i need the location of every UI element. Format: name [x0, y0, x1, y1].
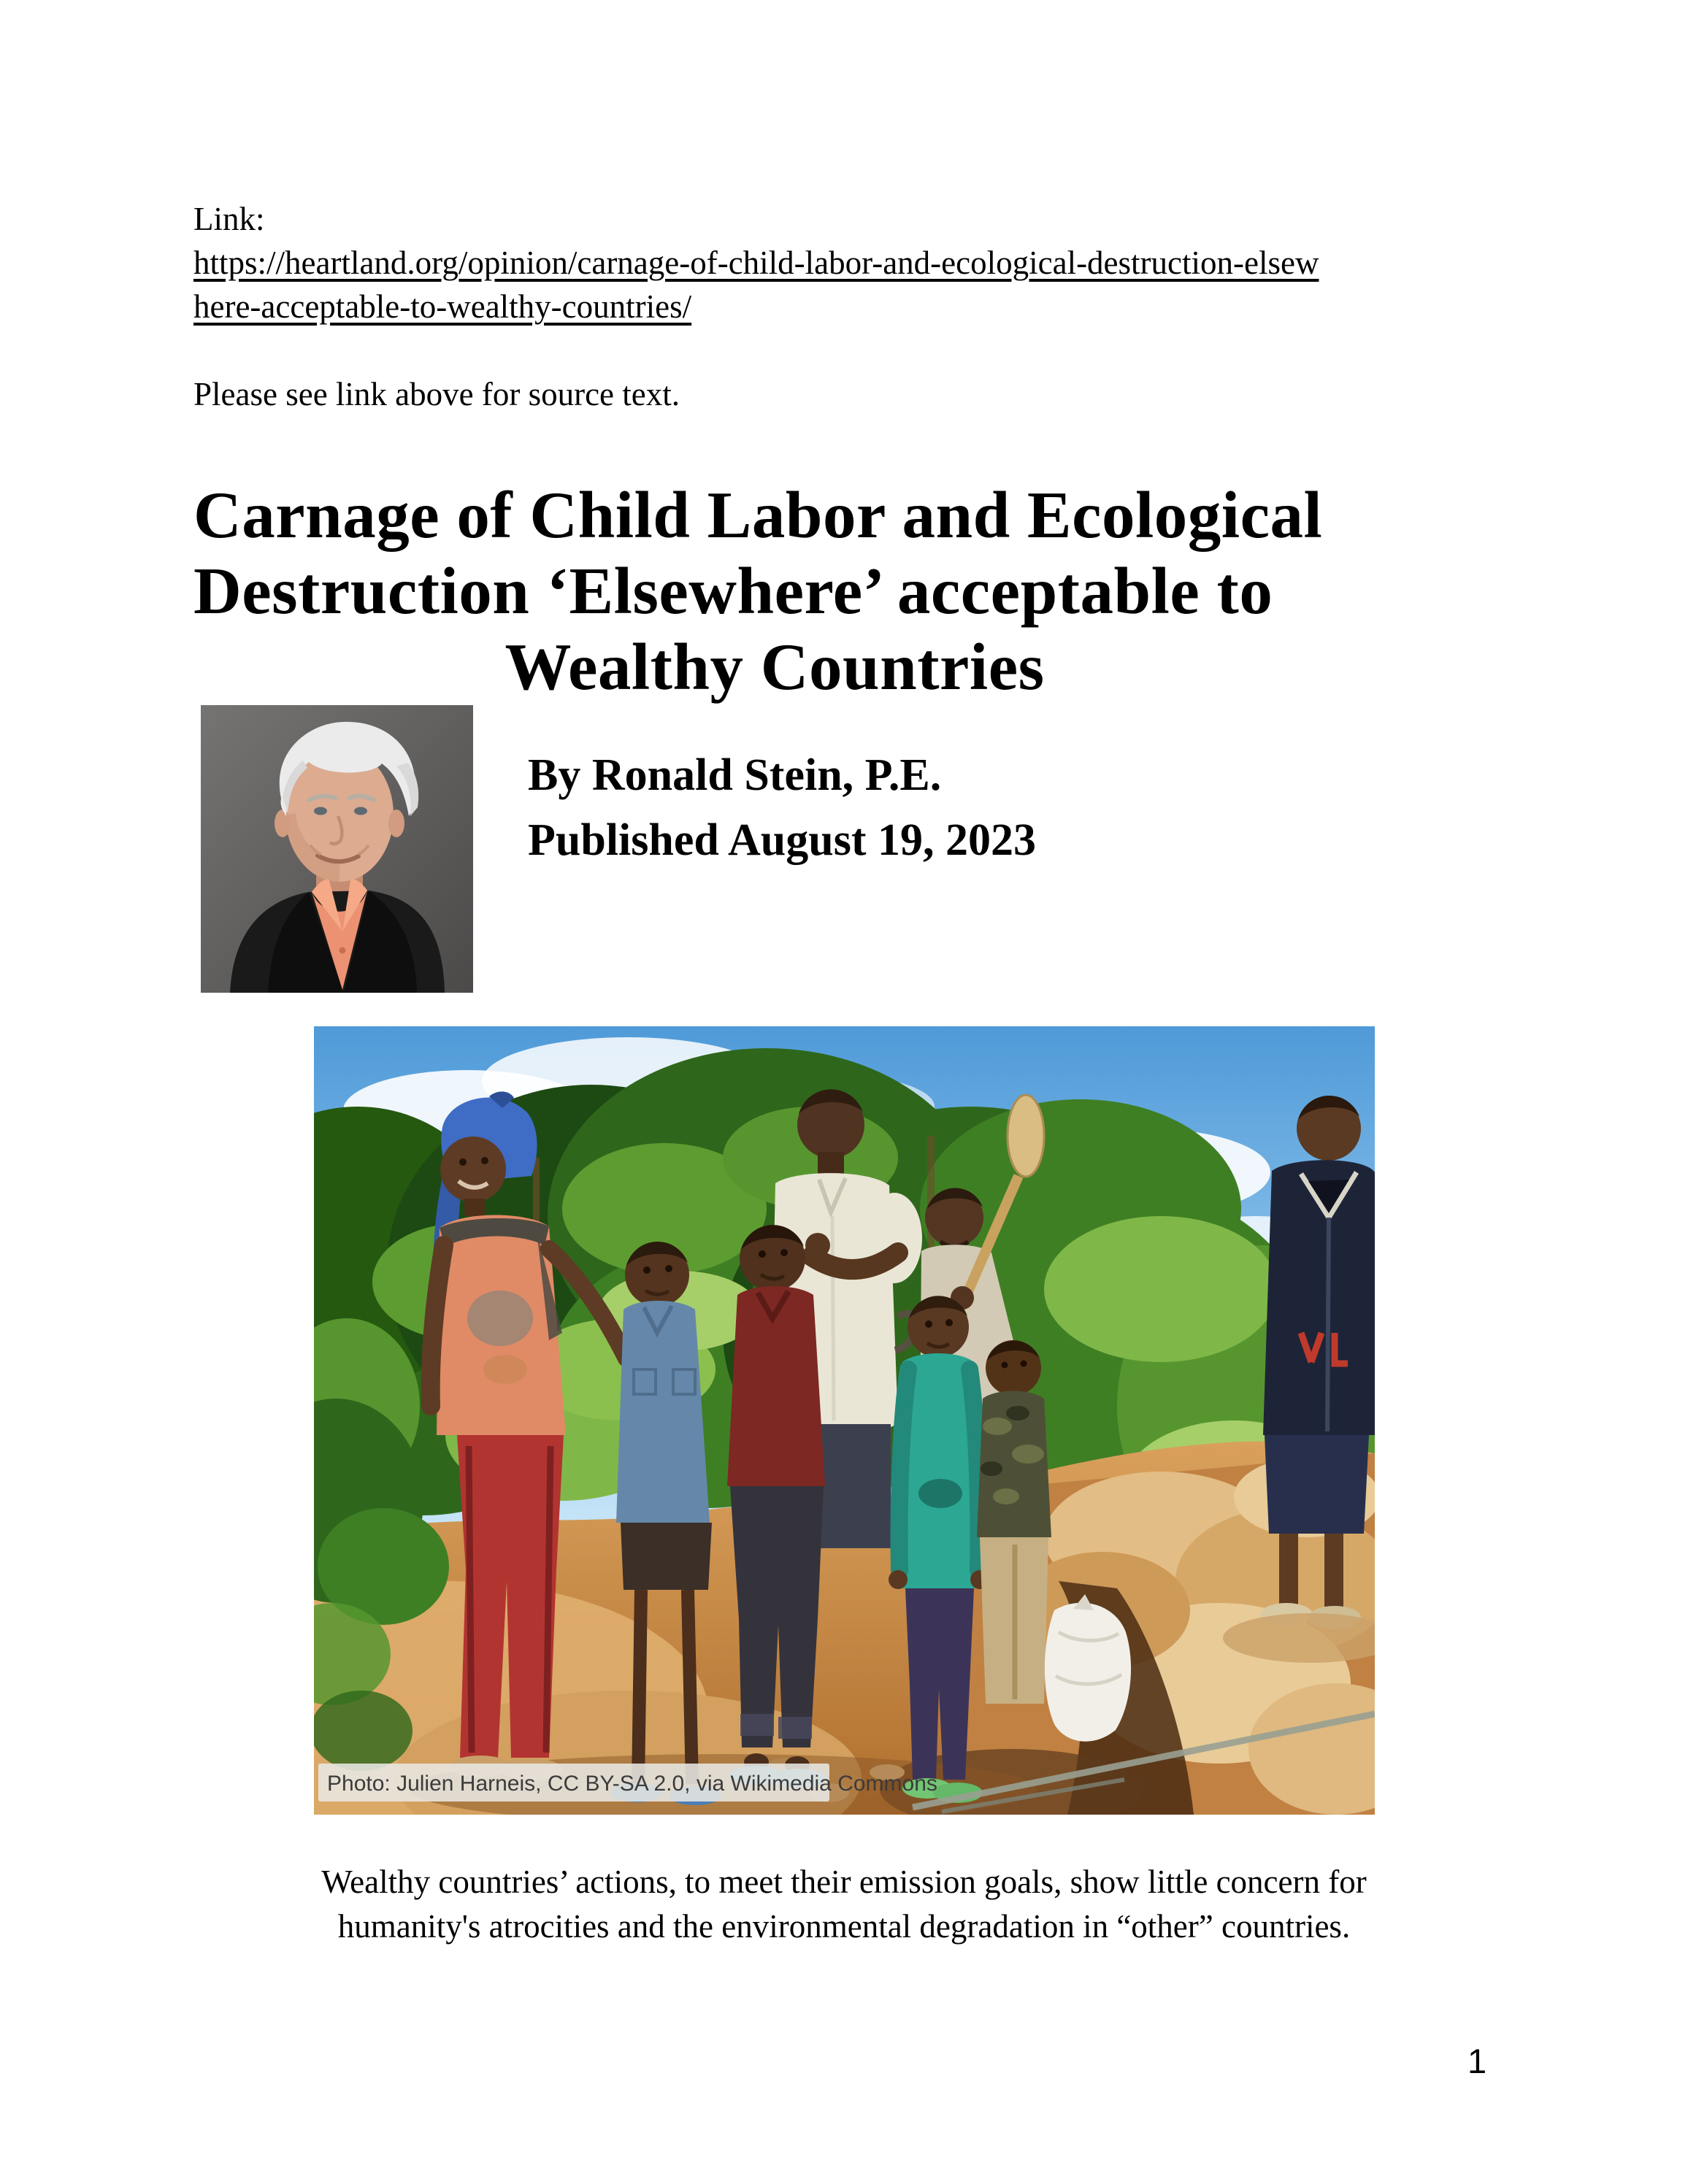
- article-photo: [314, 1026, 1375, 1815]
- author-photo: [201, 705, 473, 993]
- article-link-line-2[interactable]: here-acceptable-to-wealthy-countries/: [193, 288, 692, 325]
- byline-block: [528, 705, 1036, 868]
- source-note: Please see link above for source text.: [193, 376, 680, 412]
- intro-section: [193, 0, 1495, 416]
- article-link[interactable]: [193, 241, 1495, 328]
- mining-photo-illustration: [314, 1026, 1375, 1815]
- photo-caption-line-1: Wealthy countries’ actions, to meet their emission goals, show little concern for: [321, 1864, 1367, 1900]
- blank-line: [193, 328, 1495, 372]
- document-body: [193, 0, 1495, 1949]
- article-title-line-1: Carnage of Child Labor and Ecological: [193, 478, 1323, 552]
- byline-section: [193, 705, 1495, 993]
- photo-credit: Photo: Julien Harneis, CC BY-SA 2.0, via Wikimedia Commons: [326, 1772, 937, 1796]
- link-label: Link:: [193, 201, 265, 237]
- photo-caption-line-2: humanity's atrocities and the environmental degradation in “other” countries.: [337, 1908, 1351, 1945]
- byline: By Ronald Stein, P.E.: [528, 750, 942, 800]
- article-title-line-2: Destruction ‘Elsewhere’ acceptable to: [193, 554, 1273, 628]
- author-photo-illustration: [201, 705, 473, 993]
- photo-caption: [193, 1860, 1495, 1949]
- published-date: Published August 19, 2023: [528, 815, 1036, 865]
- article-title: [193, 477, 1495, 705]
- article-title-line-3: Wealthy Countries: [505, 630, 1045, 704]
- article-link-line-1[interactable]: https://heartland.org/opinion/carnage-of-child-labor-and-ecological-destruction-elsew: [193, 245, 1319, 281]
- page-number: 1: [1468, 2042, 1487, 2080]
